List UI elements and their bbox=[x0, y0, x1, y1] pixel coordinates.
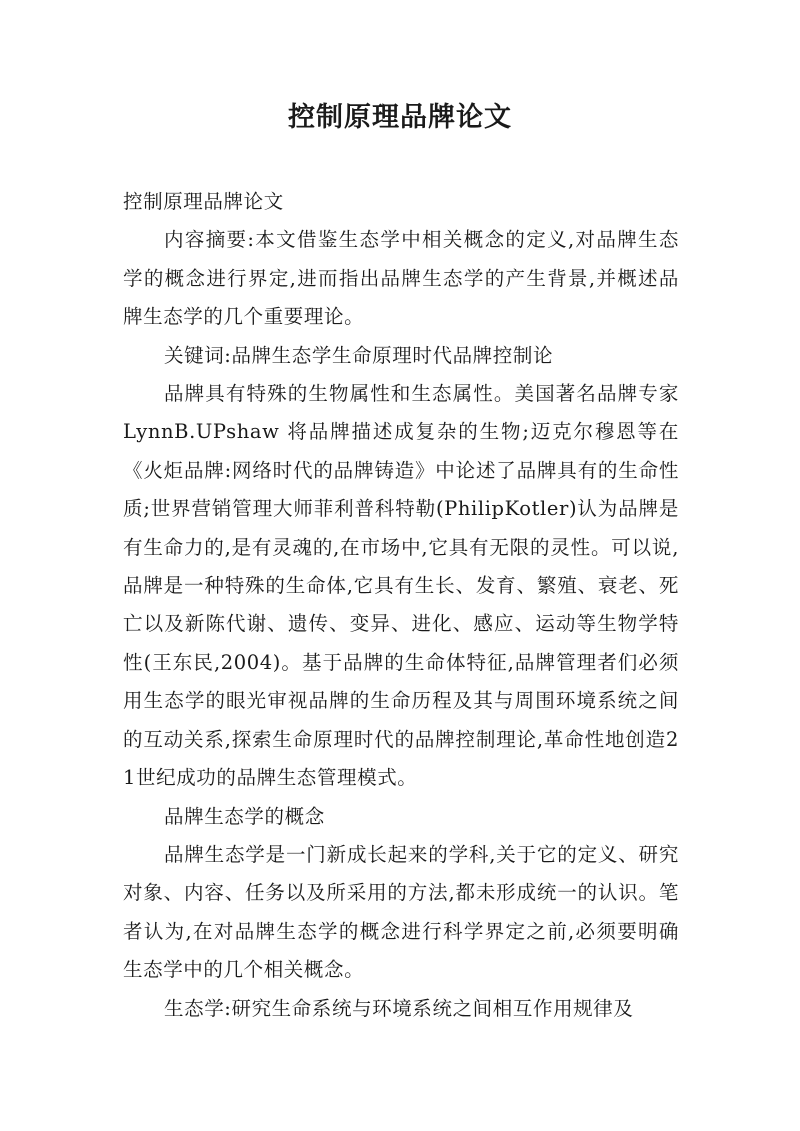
section-heading-concept: 品牌生态学的概念 bbox=[164, 804, 325, 828]
paragraph-abstract: 内容摘要:本文借鉴生态学中相关概念的定义,对品牌生态学的概念进行界定,进而指出品牌生态学的产生背景,并概述品牌生态学的几个重要理论。 bbox=[123, 228, 679, 329]
paragraph-keywords: 关键词:品牌生态学生命原理时代品牌控制论 bbox=[164, 343, 554, 367]
paragraph-concept: 品牌生态学是一门新成长起来的学科,关于它的定义、研究对象、内容、任务以及所采用的方法,都未形成统一的认识。笔者认为,在对品牌生态学的概念进行科学界定之前,必须要明确生态学中的几个相关概念。 bbox=[123, 842, 679, 982]
document-title: 控制原理品牌论文 bbox=[288, 102, 512, 133]
paragraph-ecology-definition: 生态学:研究生命系统与环境系统之间相互作用规律及 bbox=[164, 996, 634, 1020]
document-body bbox=[123, 183, 679, 1028]
paragraph-intro: 品牌具有特殊的生物属性和生态属性。美国著名品牌专家 LynnB.UPshaw 将品牌描述成复杂的生物;迈克尔穆恩等在《火炬品牌:网络时代的品牌铸造》中论述了品牌具有的生命性质;世界营销管理大师菲利普科特勒(PhilipKotler)认为品牌是有生命力的,是有灵魂的,在市场中,它具有无限的灵性。可以说,品牌是一种特殊的生命体,它具有生长、发育、繁殖、衰老、死亡以及新陈代谢、遗传、变异、进化、感应、运动等生物学特性(王东民,2004)。基于品牌的生命体特征,品牌管理者们必须用生态学的眼光审视品牌的生命历程及其与周围环境系统之间的互动关系,探索生命原理时代的品牌控制理论,革命性地创造21世纪成功的品牌生态管理模式。 bbox=[123, 382, 679, 790]
paragraph-heading: 控制原理品牌论文 bbox=[123, 190, 284, 213]
